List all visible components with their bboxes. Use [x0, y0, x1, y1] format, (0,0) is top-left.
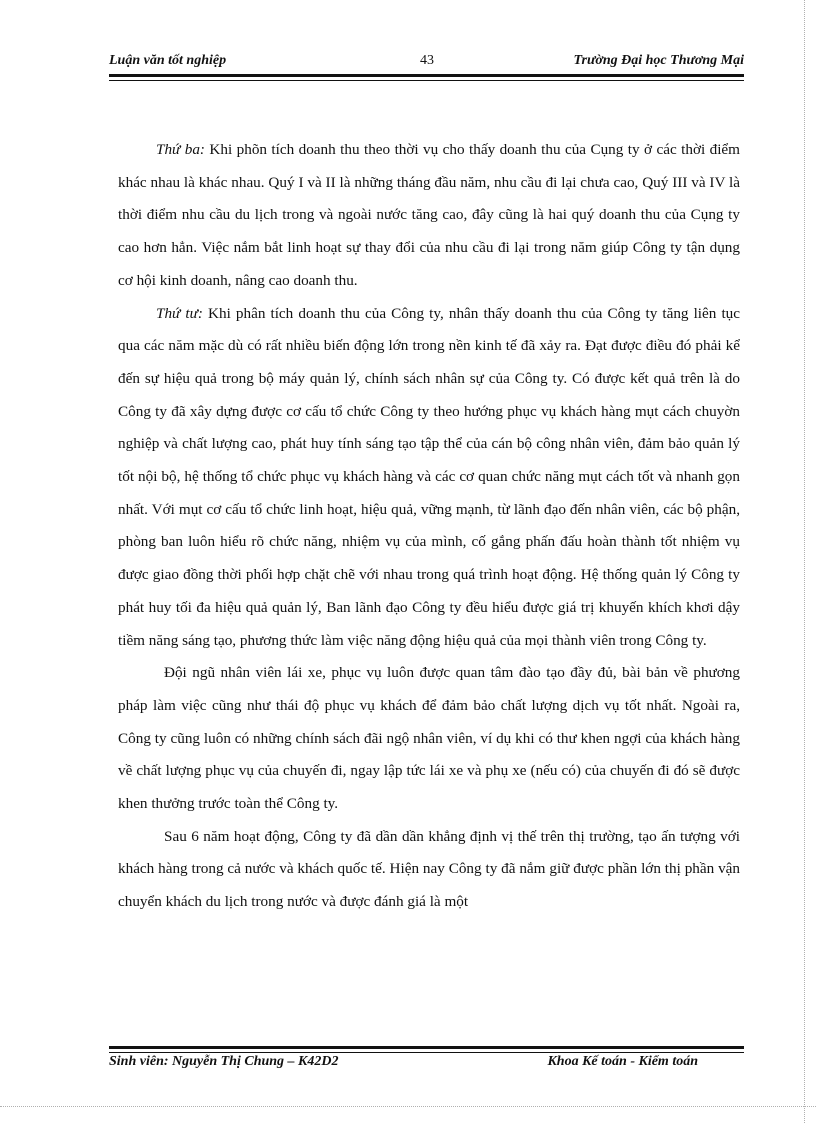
page-edge-right	[804, 0, 805, 1123]
footer-faculty-name: Khoa Kế toán - Kiểm toán	[547, 1054, 698, 1069]
paragraph-lead: Thứ tư:	[156, 304, 203, 322]
paragraph-text: Khi phân tích doanh thu của Công ty, nhân thấy doanh thu của Công ty tăng liên tục qua các năm mặc dù có rất nhiều biến động lớn trong nền kinh tế đã xảy ra. Đạt được điều đó phải kể đến sự hiệu quả trong bộ máy quản lý, chính sách nhân sự của Công ty. Có được kết quả trên là do Công ty đã xây dựng được cơ cấu tổ chức Công ty theo hướng phục vụ khách hàng mụt cách chuyờn nghiệp và chất lượng cao, phát huy tính sáng tạo tập thể của cán bộ công nhân viên, đảm bảo quản lý tốt nội bộ, hệ thống tổ chức phục vụ khách hàng và các cơ quan chức năng mụt cách tốt và nhanh gọn nhất. Với mụt cơ cấu tổ chức linh hoạt, hiệu quả, vững mạnh, từ lãnh đạo đến nhân viên, các bộ phận, phòng ban luôn hiểu rõ chức năng, nhiệm vụ của mình, cố gắng phấn đấu hoàn thành tốt nhiệm vụ được giao đồng thời phối hợp chặt chẽ với nhau trong quá trình hoạt động. Hệ thống quản lý Công ty phát huy tối đa hiệu quả quản lý, Ban lãnh đạo Công ty đều hiểu được giá trị khuyến khích khơi dậy tiềm năng sáng tạo, phương thức làm việc năng động hiệu quả của mọi thành viên trong Công ty.	[118, 304, 740, 649]
paragraph-doi-ngu	[118, 657, 740, 821]
footer-student-name: Sinh viên: Nguyễn Thị Chung – K42D2	[109, 1054, 339, 1069]
header-thesis-label: Luận văn tốt nghiệp	[109, 53, 227, 68]
page-footer	[109, 1054, 744, 1076]
page-number: 43	[420, 53, 434, 68]
header-rule	[109, 74, 744, 81]
body-text	[118, 134, 740, 919]
paragraph-text: Khi phõn tích doanh thu theo thời vụ cho thấy doanh thu của Cụng ty ở các thời điểm khác nhau là khác nhau. Quý I và II là những tháng đầu năm, nhu cầu đi lại chưa cao, Quý III và IV là thời điểm nhu cầu du lịch trong và ngoài nước tăng cao, đây cũng là hai quý doanh thu của Cụng ty cao hơn hẳn. Việc nắm bắt linh hoạt sự thay đổi của nhu cầu đi lại trong năm giúp Công ty tận dụng cơ hội kinh doanh, nâng cao doanh thu.	[118, 141, 740, 289]
paragraph-sau-6-nam	[118, 821, 740, 919]
paragraph-thu-tu	[118, 298, 740, 658]
header-university-name: Trường Đại học Thương Mại	[573, 53, 744, 68]
paragraph-text: Đội ngũ nhân viên lái xe, phục vụ luôn được quan tâm đào tạo đầy đủ, bài bản về phương pháp làm việc cũng như thái độ phục vụ khách để đảm bảo chất lượng dịch vụ tốt nhất. Ngoài ra, Công ty cũng luôn có những chính sách đãi ngộ nhân viên, ví dụ khi có thư khen ngợi của khách hàng về chất lượng phục vụ của chuyến đi, ngay lập tức lái xe và phụ xe (nếu có) của chuyến đi đó sẽ được khen thưởng trước toàn thể Công ty.	[118, 664, 740, 813]
paragraph-text: Sau 6 năm hoạt động, Công ty đã dần dần khẳng định vị thế trên thị trường, tạo ấn tượng với khách hàng trong cả nước và khách quốc tế. Hiện nay Công ty đã nắm giữ được phần lớn thị phần vận chuyển khách du lịch trong nước và được đánh giá là một	[118, 827, 740, 911]
footer-rule	[109, 1046, 744, 1053]
paragraph-thu-ba	[118, 134, 740, 298]
page-edge-bottom	[0, 1106, 816, 1107]
page-header	[109, 48, 744, 74]
paragraph-lead: Thứ ba:	[156, 141, 205, 158]
